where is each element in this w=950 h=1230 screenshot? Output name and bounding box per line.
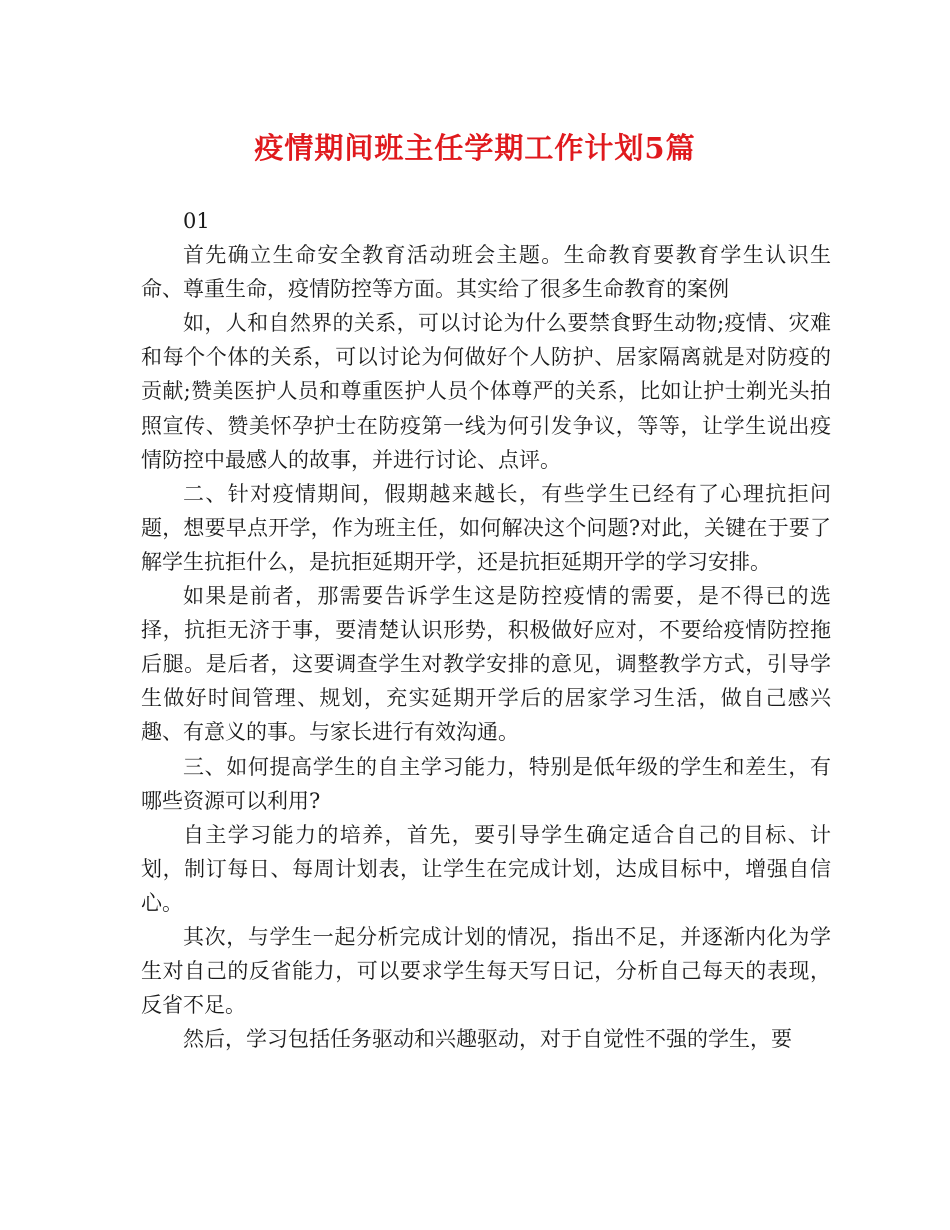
paragraph-5: 三、如何提高学生的自主学习能力，特别是低年级的学生和差生，有哪些资源可以利用? [141,754,831,813]
paragraph-7: 其次，与学生一起分析完成计划的情况，指出不足，并逐渐内化为学生对自己的反省能力，可以要求学生每天写日记，分析自己每天的表现，反省不足。 [141,924,831,1018]
document-body [141,204,831,1056]
paragraph-2: 如，人和自然界的关系，可以讨论为什么要禁食野生动物;疫情、灾难和每个个体的关系，可以讨论为何做好个人防护、居家隔离就是对防疫的贡献;赞美医护人员和尊重医护人员个体尊严的关系，比如让护士剃光头拍照宣传、赞美怀孕护士在防疫第一线为何引发争议，等等，让学生说出疫情防控中最感人的故事，并进行讨论、点评。 [141,311,831,472]
paragraph-6: 自主学习能力的培养，首先，要引导学生确定适合自己的目标、计划，制订每日、每周计划表，让学生在完成计划，达成目标中，增强自信心。 [141,822,831,915]
paragraph-1: 首先确立生命安全教育活动班会主题。生命教育要教育学生认识生命、尊重生命，疫情防控等方面。其实给了很多生命教育的案例 [141,243,831,302]
paragraph-8: 然后，学习包括任务驱动和兴趣驱动，对于自觉性不强的学生，要 [183,1027,792,1052]
paragraph-3: 二、针对疫情期间，假期越来越长，有些学生已经有了心理抗拒问题，想要早点开学，作为班主任，如何解决这个问题?对此，关键在于要了解学生抗拒什么，是抗拒延期开学，还是抗拒延期开学的学习安排。 [141,481,831,574]
document-title: 疫情期间班主任学期工作计划5篇 [254,131,696,165]
paragraph-4: 如果是前者，那需要告诉学生这是防控疫情的需要，是不得已的选择，抗拒无济于事，要清楚认识形势，积极做好应对，不要给疫情防控拖后腿。是后者，这要调查学生对教学安排的意见，调整教学方式，引导学生做好时间管理、规划，充实延期开学后的居家学习生活，做自己感兴趣、有意义的事。与家长进行有效沟通。 [141,584,831,745]
section-number: 01 [183,209,210,233]
